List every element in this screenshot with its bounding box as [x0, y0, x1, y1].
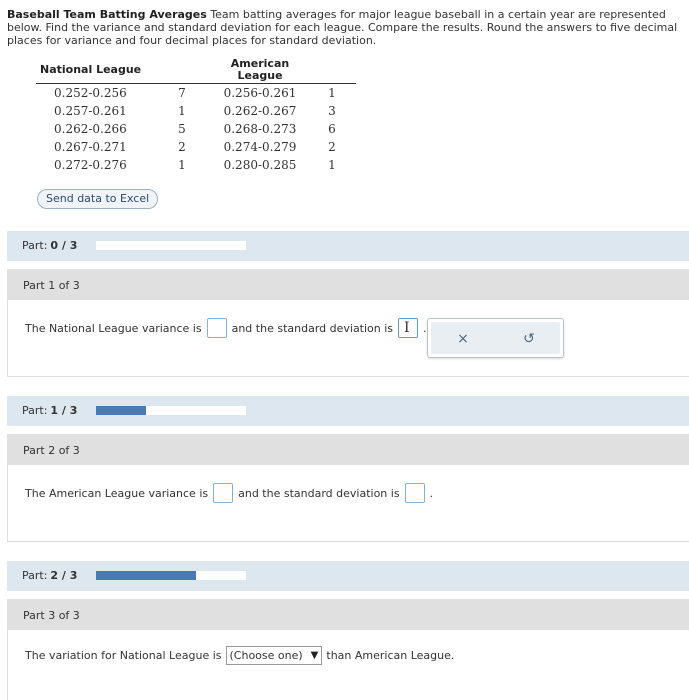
al-frequency: 1 — [328, 86, 336, 100]
dropdown-arrow-icon: ▼ — [310, 650, 319, 661]
close-icon[interactable]: × — [457, 331, 469, 347]
problem-text: Team batting averages for major league baseball in a certain year are represented below. Find the variance and standard deviation for each league. Compare the results. Round the answers to five decimal places for variance and four decimal places for standard deviation. — [7, 8, 678, 47]
progress-bar-fill — [96, 571, 196, 580]
al-class: 0.268-0.273 — [223, 122, 297, 136]
problem-statement — [7, 8, 682, 47]
question-text: and the standard deviation is — [238, 486, 400, 500]
progress-bar-fill — [96, 406, 146, 415]
nl-variance-input[interactable] — [207, 318, 227, 338]
al-std-dev-input[interactable] — [405, 483, 425, 503]
progress-band — [7, 231, 689, 261]
select-value: (Choose one) — [229, 649, 303, 662]
problem-title: Baseball Team Batting Averages — [7, 8, 207, 21]
question-text: than American League. — [326, 649, 455, 662]
part-3-question — [25, 646, 454, 665]
al-class: 0.256-0.261 — [223, 86, 297, 100]
progress-band — [7, 396, 689, 426]
part-2-question: The American League variance is and the standard deviation is . — [25, 483, 433, 503]
al-frequency: 3 — [328, 104, 336, 118]
part-1-header: Part 1 of 3 — [7, 269, 689, 300]
send-data-to-excel-button[interactable]: Send data to Excel — [37, 189, 158, 209]
al-class: 0.262-0.267 — [223, 104, 297, 118]
progress-label: Part: 1 / 3 — [22, 404, 78, 417]
table-row — [36, 156, 356, 174]
progress-count: 1 / 3 — [50, 404, 78, 417]
national-league-header: National League — [36, 58, 152, 84]
variation-comparison-select[interactable] — [226, 646, 323, 665]
table-row — [36, 120, 356, 138]
al-class: 0.280-0.285 — [223, 158, 297, 172]
progress-bar — [96, 241, 246, 250]
nl-class: 0.257-0.261 — [54, 104, 127, 118]
question-text: and the standard deviation is — [231, 321, 394, 335]
answer-tools-popup — [427, 318, 564, 358]
nl-frequency: 5 — [178, 122, 186, 136]
text-cursor-icon: I — [404, 320, 410, 336]
part-1-body — [7, 300, 689, 377]
part-2-header: Part 2 of 3 — [7, 434, 689, 465]
nl-class: 0.252-0.256 — [54, 86, 127, 100]
question-text: The National League variance is — [25, 321, 202, 335]
part-2-body — [7, 465, 689, 542]
undo-icon[interactable]: ↺ — [523, 331, 535, 347]
part-3-header: Part 3 of 3 — [7, 599, 689, 630]
al-class: 0.274-0.279 — [223, 140, 297, 154]
progress-count: 0 / 3 — [50, 239, 78, 252]
progress-bar — [96, 571, 246, 580]
progress-label: Part: 0 / 3 — [22, 239, 78, 252]
al-frequency: 6 — [328, 122, 336, 136]
nl-class: 0.262-0.266 — [54, 122, 127, 136]
nl-frequency: 1 — [178, 158, 186, 172]
nl-frequency: 2 — [178, 140, 186, 154]
american-league-header: American League — [212, 58, 308, 84]
nl-frequency: 1 — [178, 104, 186, 118]
nl-std-dev-input[interactable] — [398, 318, 418, 338]
progress-count: 2 / 3 — [50, 569, 78, 582]
part-3-body — [7, 630, 689, 700]
question-text: The variation for National League is — [25, 649, 222, 662]
batting-averages-table — [36, 58, 356, 174]
progress-label: Part: 2 / 3 — [22, 569, 78, 582]
progress-band — [7, 561, 689, 591]
question-text: The American League variance is — [25, 486, 209, 500]
part-1-question: The National League variance is and the standard deviation is I . — [25, 320, 427, 336]
nl-frequency: 7 — [178, 86, 186, 100]
nl-class: 0.272-0.276 — [54, 158, 127, 172]
al-variance-input[interactable] — [213, 483, 233, 503]
table-row — [36, 102, 356, 120]
table-row — [36, 138, 356, 156]
table-row — [36, 84, 356, 103]
al-frequency: 1 — [328, 158, 336, 172]
nl-class: 0.267-0.271 — [54, 140, 127, 154]
al-frequency: 2 — [328, 140, 336, 154]
progress-bar — [96, 406, 246, 415]
